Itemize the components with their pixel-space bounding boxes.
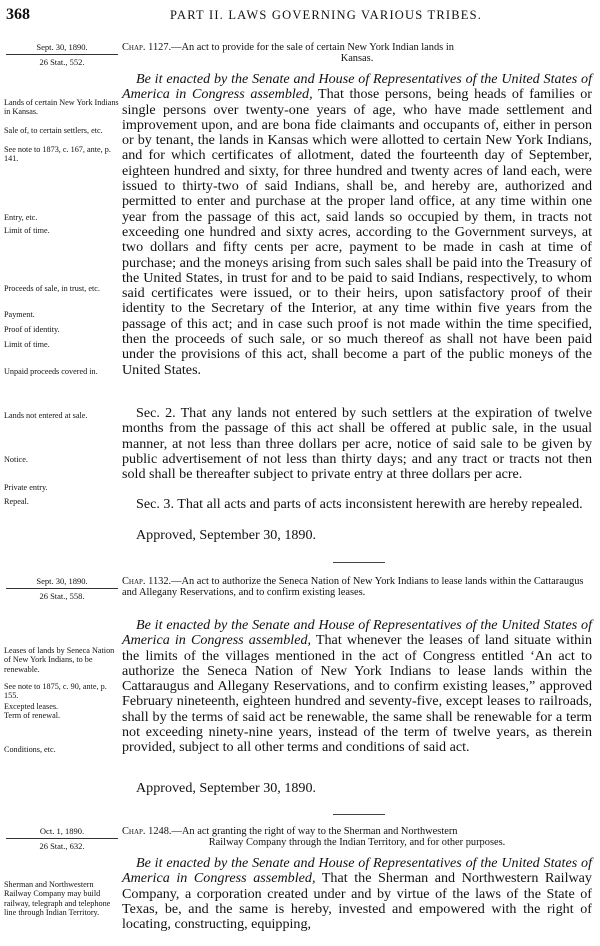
margin-note: Conditions, etc.	[4, 745, 56, 754]
running-head: PART II. LAWS GOVERNING VARIOUS TRIBES.	[170, 8, 483, 22]
enacting-clause: Be it enacted by the Senate and House of Representatives of the United States of America in Congress assembled,	[122, 855, 592, 887]
section-1-text	[122, 618, 592, 756]
chapter-number: Chap. 1248.	[122, 826, 172, 837]
approved-line: Approved, September 30, 1890.	[136, 780, 317, 796]
section-1-body: That whenever the leases of land situate within the limits of the villages mentioned in the act of Congress entitled ‘An act to authorize the Seneca Nation of New York Indians to lease lands within the Cattaraugus and Allegany Reservations, and to confirm existing leases,” approved February nineteenth, eighteen hundred and seventy-five, except leases to railroads, shall by the terms of said act be renewable, the same shall be renewable for a term not exceeding ninety-nine years, instead of the term of twelve years, as therein provided, subject to all other terms and conditions of said act.	[122, 632, 593, 756]
caption-text: —An act to authorize the Seneca Nation of New York Indians to lease lands within the Cattaraugus and Allegany Reservations, and to confirm existing leases.	[122, 576, 584, 598]
margin-note: Payment.	[4, 310, 35, 319]
chapter-date: Oct. 1, 1890.	[6, 826, 118, 839]
margin-note: Limit of time.	[4, 340, 50, 349]
margin-note: Notice.	[4, 455, 28, 464]
margin-note: Excepted leases.	[4, 702, 59, 711]
chapter-number: Chap. 1132.	[122, 576, 172, 587]
chapter-date-block	[6, 826, 118, 851]
page-header	[0, 6, 600, 28]
chapter-date-block	[6, 42, 118, 67]
chapter-date: Sept. 30, 1890.	[6, 576, 118, 589]
margin-note: See note to 1875, c. 90, ante, p. 155.	[4, 682, 107, 701]
chapter-stat: 26 Stat., 558.	[39, 591, 85, 601]
margin-note: Limit of time.	[4, 226, 50, 235]
chapter-caption	[122, 576, 592, 598]
approved-line: Approved, September 30, 1890.	[136, 527, 317, 543]
margin-note: Lands not entered at sale.	[4, 411, 88, 420]
margin-note: Unpaid proceeds covered in.	[4, 367, 98, 376]
caption-text-cont: Railway Company through the Indian Territory, and for other purposes.	[208, 837, 506, 848]
section-3-text: Sec. 3. That all acts and parts of acts inconsistent herewith are hereby repealed.	[136, 496, 583, 512]
enacting-clause: Be it enacted by the Senate and House of Representatives of the United States of America in Congress assembled,	[122, 71, 592, 103]
section-2-text: Sec. 2. That any lands not entered by such settlers at the expiration of twelve months from the passage of this act shall be offered at public sale, in the usual manner, at not less than three dollars per acre, notice of said sale to be given by public advertisement of not less than thirty days; and any tract or tracts not then sold shall be thereafter subject to private entry at three dollars per acre.	[122, 405, 592, 483]
margin-note: Entry, etc.	[4, 213, 38, 222]
separator-rule	[333, 814, 385, 815]
chapter-date: Sept. 30, 1890.	[6, 42, 118, 55]
margin-note: Term of renewal.	[4, 711, 61, 720]
enacting-clause: Be it enacted by the Senate and House of Representatives of the United States of America in Congress assembled,	[122, 617, 592, 649]
section-1-text	[122, 856, 592, 932]
margin-note: Lands of certain New York Indians in Kansas.	[4, 98, 119, 117]
caption-text-cont: Kansas.	[340, 53, 374, 64]
page-number: 368	[6, 6, 30, 23]
margin-note: Private entry.	[4, 483, 48, 492]
margin-note: Leases of lands by Seneca Nation of New York Indians, to be renewable.	[4, 646, 115, 674]
chapter-caption	[122, 42, 592, 64]
section-1-body: That those persons, being heads of families or single persons over twenty-one years of age, who have made settlement and improvement upon, and are bona fide claimants and occupants of, either in person or by tenant, the lands in Kansas which were allotted to certain New York Indians, and for which certificates of allotment, dated the fourteenth day of September, eighteen hundred and sixty, for three hundred and twenty acres of land each, were issued to thirty-two of said Indians, shall be, and hereby are, authorized and permitted to enter and purchase at the proper land office, at any time within one year from the passage of this act, said lands so occupied by them, in tracts not exceeding one hundred and sixty acres, according to the Government surveys, at two dollars and fifty cents per acre, payment to be made in cash at time of purchase; and the moneys arising from such sales shall be paid into the Treasury of the United States, in trust for and to be paid to said Indians, respectively, to whom said certificates were issued, or to their heirs, upon satisfactory proof of their identity to the Secretary of the Interior, at any time within five years from the passage of this act; and in case such proof is not made within the time specified, then the proceeds of such sale, or so much thereof as shall not have been paid under the provisions of this act, shall become a part of the public moneys of the United States.	[122, 86, 592, 378]
chapter-stat: 26 Stat., 632.	[39, 841, 85, 851]
chapter-stat: 26 Stat., 552.	[39, 57, 85, 67]
margin-note: Proceeds of sale, in trust, etc.	[4, 284, 100, 293]
margin-note: Sale of, to certain settlers, etc.	[4, 126, 103, 135]
chapter-number: Chap. 1127.	[122, 42, 172, 53]
section-1-text	[122, 72, 592, 378]
caption-text: —An act granting the right of way to the Sherman and Northwestern	[171, 826, 458, 837]
margin-note: Sherman and Northwestern Railway Company may build railway, telegraph and telephone line through Indian Territory.	[4, 880, 111, 917]
margin-note: See note to 1873, c. 167, ante, p. 141.	[4, 145, 111, 164]
margin-note: Repeal.	[4, 497, 29, 506]
margin-note: Proof of identity.	[4, 325, 60, 334]
chapter-date-block	[6, 576, 118, 601]
separator-rule	[333, 562, 385, 563]
chapter-caption	[122, 826, 592, 848]
caption-text: —An act to provide for the sale of certain New York Indian lands in	[171, 42, 454, 53]
section-1-body: That the Sherman and Northwestern Railway Company, a corporation created under and by virtue of the laws of the State of Texas, be, and the same is hereby, invested and empowered with the right of locating, constructing, equipping,	[122, 870, 592, 933]
